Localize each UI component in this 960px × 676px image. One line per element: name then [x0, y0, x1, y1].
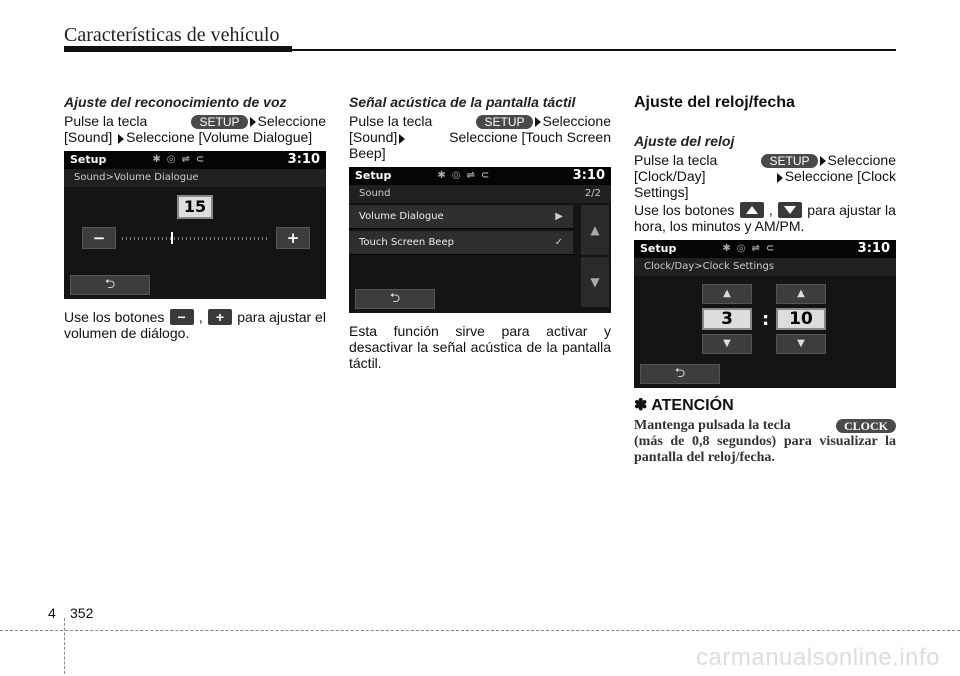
screen-breadcrumb: Clock/Day>Clock Settings	[634, 258, 896, 276]
setup-key	[761, 152, 896, 168]
subtitle-clock: Ajuste del reloj	[634, 133, 735, 149]
subtitle-voice: Ajuste del reconocimiento de voz	[64, 94, 287, 110]
setup-key	[191, 113, 326, 129]
buttons-line	[634, 202, 896, 218]
warning-line	[634, 418, 896, 434]
text: hora, los minutos y AM/PM.	[634, 218, 805, 235]
volume-slider-track[interactable]	[122, 237, 270, 240]
screen-topbar	[64, 151, 326, 169]
description-text: Esta función sirve para activar y desactivar la señal acústica de la pantalla táctil.	[349, 323, 611, 372]
instruction-line	[64, 113, 326, 129]
screen-clock	[634, 240, 896, 388]
setup-button-label: SETUP	[761, 154, 817, 168]
text: Settings]	[634, 184, 689, 201]
scroll-up-button[interactable]: ▲	[581, 205, 609, 255]
warning-body	[634, 418, 896, 466]
list-item-touch-screen-beep[interactable]	[349, 231, 573, 255]
screen-title: Setup	[640, 242, 677, 256]
text: Seleccione [Volume Dialogue]	[126, 129, 313, 146]
watermark: carmanualsonline.info	[696, 644, 940, 671]
text: para ajustar el	[237, 309, 326, 326]
screen-title: Setup	[355, 169, 392, 183]
text: Seleccione [Clock	[784, 168, 896, 185]
text: para ajustar la	[807, 202, 896, 219]
instruction-line	[634, 152, 896, 168]
screen-topbar	[349, 167, 611, 185]
buttons-line	[64, 309, 326, 325]
text: Pulse la tecla	[634, 152, 718, 169]
warning-title: ✽ ATENCIÓN	[634, 397, 734, 415]
volume-minus-button[interactable]: −	[82, 227, 116, 249]
text: Pulse la tecla	[64, 113, 148, 130]
minus-key: −	[170, 309, 194, 325]
volume-plus-button[interactable]: +	[276, 227, 310, 249]
status-icons: ✱◎⇌⊂	[437, 170, 496, 182]
text: ,	[198, 309, 203, 326]
screen-volume	[64, 151, 326, 299]
text: ,	[768, 202, 773, 219]
back-button[interactable]: ⮌	[640, 364, 720, 384]
status-icons: ✱◎⇌⊂	[152, 154, 211, 166]
minute-down-button[interactable]: ▼	[776, 334, 826, 354]
instruction-line-2	[64, 129, 326, 145]
text: Pulse la tecla	[349, 113, 433, 130]
page-number: 352	[70, 605, 94, 621]
column-voice	[64, 94, 326, 341]
setup-button-label: SETUP	[191, 115, 247, 129]
text: Seleccione	[257, 113, 326, 129]
volume-value: 15	[177, 195, 213, 219]
setup-button-label: SETUP	[476, 115, 532, 129]
back-button[interactable]: ⮌	[70, 275, 150, 295]
arrow-right-icon	[820, 156, 826, 166]
screen-breadcrumb	[349, 185, 611, 203]
hour-value: 3	[702, 308, 752, 330]
up-key-icon	[740, 202, 764, 218]
list-item-label: Volume Dialogue	[359, 210, 444, 222]
screen-title: Setup	[70, 153, 107, 167]
screen-time: 3:10	[287, 152, 320, 168]
scroll-down-button[interactable]: ▼	[581, 257, 609, 307]
page-indicator: 2/2	[584, 188, 601, 200]
instruction-line	[349, 113, 611, 129]
screen-beep	[349, 167, 611, 313]
header-bar	[64, 46, 292, 52]
screen-time: 3:10	[857, 241, 890, 257]
time-colon: :	[762, 309, 770, 331]
arrow-right-icon	[118, 134, 124, 144]
clock-button-label: CLOCK	[836, 419, 896, 433]
text: Mantenga pulsada la tecla	[634, 418, 791, 434]
back-button[interactable]: ⮌	[355, 289, 435, 309]
text: volumen de diálogo.	[64, 325, 190, 342]
arrow-right-icon	[535, 117, 541, 127]
instruction-line-2	[349, 129, 611, 145]
text: [Sound]	[64, 129, 113, 146]
subtitle-beep: Señal acústica de la pantalla táctil	[349, 94, 576, 110]
arrow-right-icon	[399, 134, 405, 144]
check-icon: ✓	[554, 236, 563, 248]
text: (más de 0,8 segundos) para visualizar la pantalla del reloj/fecha.	[634, 434, 896, 466]
hour-up-button[interactable]: ▲	[702, 284, 752, 304]
text: Seleccione	[542, 113, 611, 129]
breadcrumb-text: Sound	[359, 188, 391, 200]
section-title-clock: Ajuste del reloj/fecha	[634, 94, 795, 111]
footer-divider	[0, 630, 960, 631]
chevron-right-icon: ▶	[555, 210, 563, 222]
down-key-icon	[778, 202, 802, 218]
footer-divider-vertical	[64, 618, 65, 674]
arrow-right-icon	[777, 173, 783, 183]
list-item-volume-dialogue[interactable]	[349, 205, 573, 229]
screen-breadcrumb: Sound>Volume Dialogue	[64, 169, 326, 187]
screen-time: 3:10	[572, 168, 605, 184]
chapter-number: 4	[48, 605, 56, 621]
text: Seleccione [Touch Screen	[449, 129, 611, 146]
text: Beep]	[349, 145, 386, 162]
screen-topbar	[634, 240, 896, 258]
text: [Sound]	[349, 129, 398, 146]
spacer	[634, 111, 896, 133]
column-clock	[634, 94, 896, 466]
arrow-right-icon	[250, 117, 256, 127]
page-header-title: Características de vehículo	[64, 24, 280, 46]
volume-slider-thumb[interactable]	[171, 232, 173, 244]
text: [Clock/Day]	[634, 168, 706, 185]
header-line	[292, 49, 896, 51]
instruction-line-2	[634, 168, 896, 184]
plus-key: +	[208, 309, 232, 325]
text: Use los botones	[634, 202, 735, 219]
column-beep	[349, 94, 611, 371]
status-icons: ✱◎⇌⊂	[722, 243, 781, 255]
list-item-label: Touch Screen Beep	[359, 236, 454, 248]
hour-down-button[interactable]: ▼	[702, 334, 752, 354]
minute-up-button[interactable]: ▲	[776, 284, 826, 304]
text: Use los botones	[64, 309, 165, 326]
minute-value: 10	[776, 308, 826, 330]
text: Seleccione	[827, 152, 896, 168]
setup-key	[476, 113, 611, 129]
